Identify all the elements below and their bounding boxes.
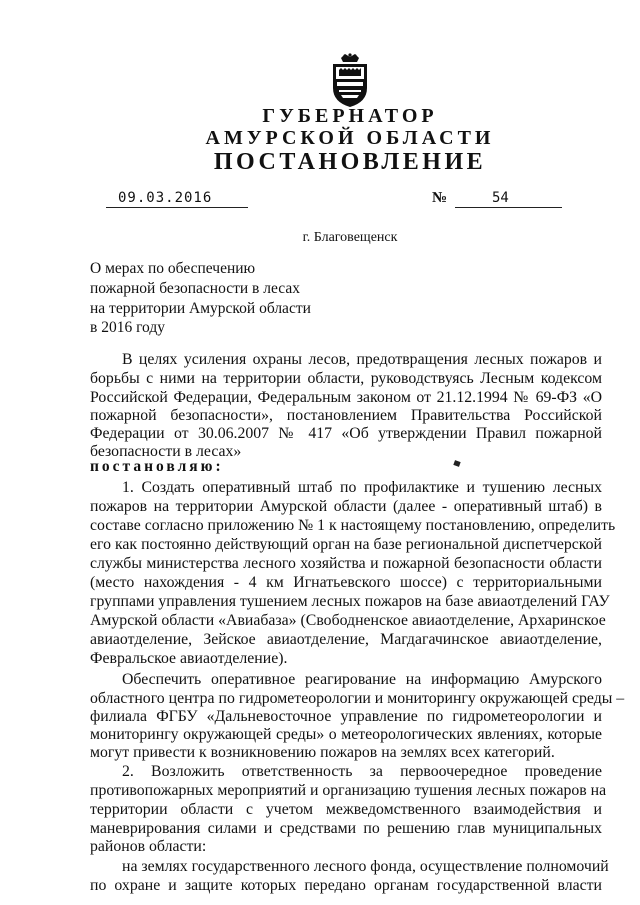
preamble-line: борьбы с ними на территории области, руководствуясь Лесным кодексом: [90, 370, 602, 387]
item-2a-line: на землях государственного лесного фонда, осуществление полномочий: [122, 858, 609, 875]
item-2-line: территории области с учетом межведомственного взаимодействия и: [90, 801, 602, 818]
preamble-line: безопасности в лесах»: [90, 443, 242, 460]
document-title-line: на территории Амурской области: [90, 300, 311, 317]
item-1-line: службы министерства лесного хозяйства и пожарной безопасности области: [90, 555, 602, 572]
item-2-line: противопожарных мероприятий и организацию тушения лесных пожаров на: [90, 782, 607, 799]
preamble-line: Федерации от 30.06.2007 № 417 «Об утверждении Правил пожарной: [90, 425, 602, 442]
item-1-line: (место нахождения - 4 км Игнатьевского шоссе) с территориальными: [90, 574, 602, 591]
item-1-line: авиаотделение, Зейское авиаотделение, Магдагачинское авиаотделение,: [90, 631, 602, 648]
item-1b-line: могут привести к возникновению пожаров на землях всех категорий.: [90, 744, 555, 761]
item-2-line: 2. Возложить ответственность за первоочередное проведение: [122, 763, 602, 780]
document-title-line: пожарной безопасности в лесах: [90, 280, 300, 297]
issuer-title: ГУБЕРНАТОР: [262, 105, 438, 127]
item-1b-line: мониторингу окружающей среды» о метеорологических явлениях, которые: [90, 726, 602, 743]
item-2-line: районов области:: [90, 838, 207, 855]
item-1-line: его как постоянно действующий орган на базе региональной диспетчерской: [90, 536, 602, 553]
item-1-line: группами управления тушением лесных пожаров на базе авиаотделений ГАУ: [90, 593, 610, 610]
date-underline: [106, 207, 248, 208]
item-1-line: 1. Создать оперативный штаб по профилактике и тушению лесных: [122, 479, 602, 496]
city: г. Благовещенск: [302, 230, 398, 245]
preamble-line: В целях усиления охраны лесов, предотвращения лесных пожаров и: [122, 351, 602, 368]
number-sign: №: [432, 190, 448, 206]
item-1b-line: филиала ФГБУ «Дальневосточное управление по гидрометеорологии и: [90, 708, 602, 725]
number-underline: [455, 207, 562, 208]
resolves-heading: постановляю:: [90, 458, 224, 475]
document-title-line: О мерах по обеспечению: [90, 260, 256, 277]
preamble-line: Российской Федерации, Федеральным законом от 21.12.1994 № 69-ФЗ «О: [90, 389, 602, 406]
coat-of-arms-icon: [327, 52, 373, 108]
item-1-line: Амурской области «Авиабаза» (Свободненское авиаотделение, Архаринское: [90, 612, 606, 629]
item-1-line: составе согласно приложению № 1 к настоящему постановлению, определить: [90, 517, 616, 534]
issuer-region: АМУРСКОЙ ОБЛАСТИ: [205, 127, 495, 149]
item-1-line: Февральское авиаотделение).: [90, 650, 288, 667]
item-1b-line: Обеспечить оперативное реагирование на информацию Амурского: [122, 671, 602, 688]
document-type: ПОСТАНОВЛЕНИЕ: [213, 149, 487, 175]
item-1-line: пожаров на территории Амурской области (далее - оперативный штаб) в: [90, 498, 602, 515]
item-2-line: маневрирования силами и средствами по решению глав муниципальных: [90, 820, 602, 837]
document-date: 09.03.2016: [118, 190, 213, 206]
stray-mark: [453, 460, 460, 467]
preamble-line: пожарной безопасности», постановлением Правительства Российской: [90, 407, 602, 424]
item-1b-line: областного центра по гидрометеорологии и мониторингу окружающей среды –: [90, 690, 625, 707]
document-number: 54: [492, 190, 509, 206]
document-title-line: в 2016 году: [90, 319, 165, 336]
item-2a-line: по охране и защите которых передано органам государственной власти: [90, 877, 602, 894]
